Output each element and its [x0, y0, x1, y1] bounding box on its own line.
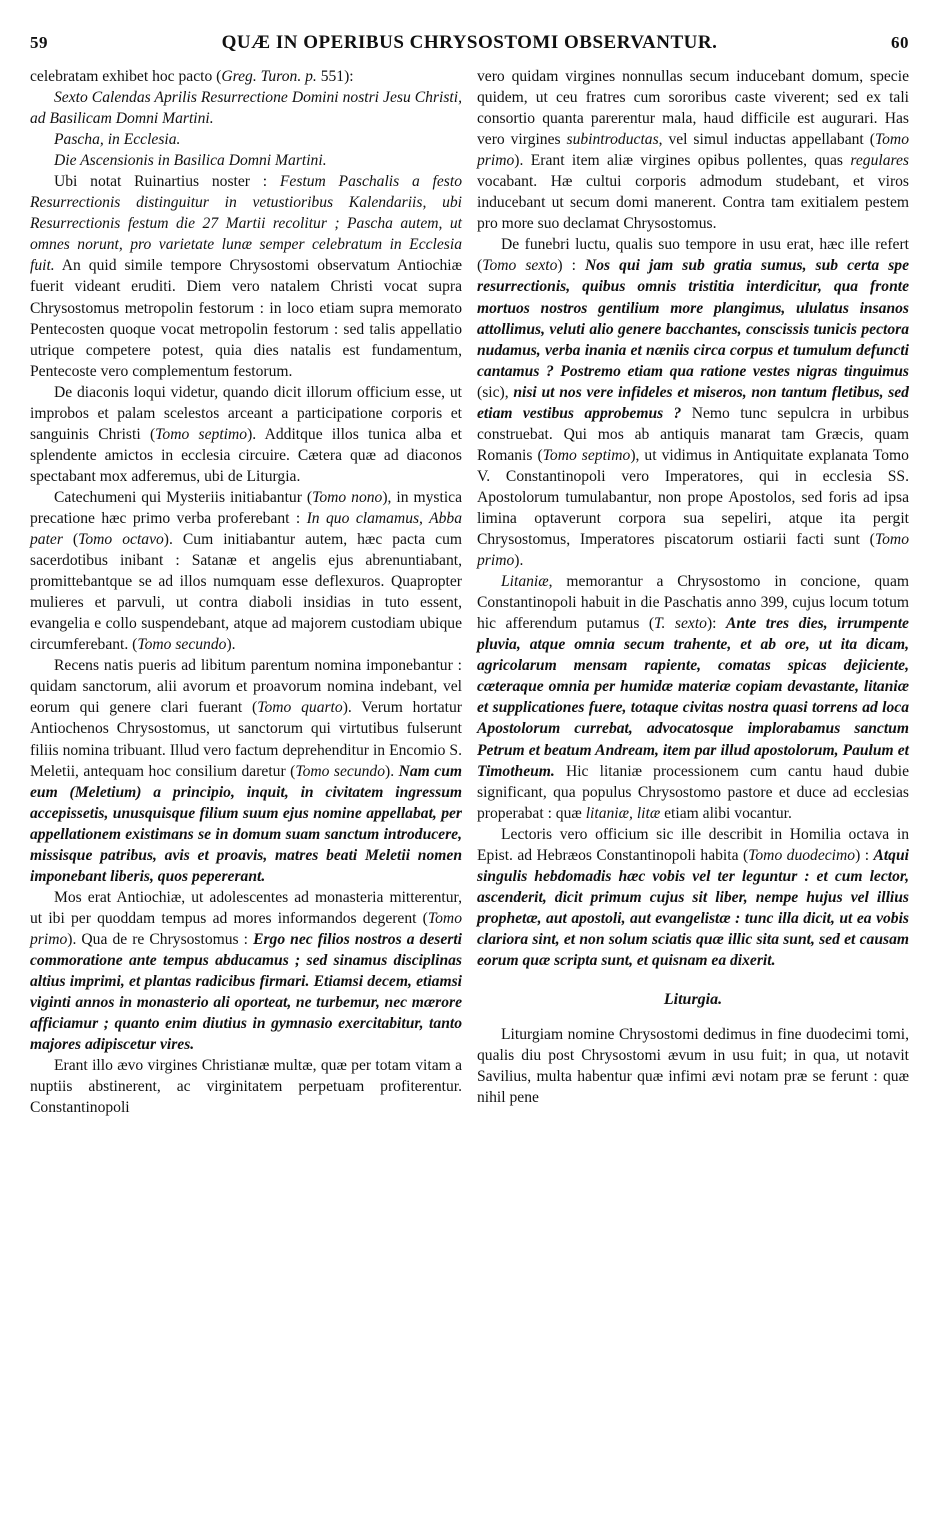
section-heading: Liturgia.	[663, 991, 723, 1009]
left-page-number: 59	[30, 33, 48, 52]
paragraph: Catechumeni qui Mysteriis initiabantur (Tomo nono), in mystica precatione hæc primo verba proferebant : In quo clamamus, Abba pater (Tomo octavo). Cum initiabantur autem, hæc pacta cum sacerdotibus inibant : Satanæ et angelis ejus abrenuntiabant, promittebantque se ad illos numquam esse deflexuros. Quapropter mulieres et parvuli, ut contra diaboli insidias in tuto essent, evangelia e collo suspendebant, atque ad majorem custodiam ubique circumferebant. (Tomo secundo).	[30, 488, 463, 654]
paragraph: De funebri luctu, qualis suo tempore in usu erat, hæc ille refert (Tomo sexto) : Nos qui jam sub gratia sumus, sub certa spe resurrectionis, quibus omnis tristitia interdicitur, qua fronte mortuos nostros gentilium more plangimus, ululatus insanos attollimus, veluti alio genere bacchantes, conscissis tunicis pectora nudamus, verba inania et næniis circa corpus et tumulum defuncti cantamus ? Postremo etiam qua ratione vestes nigras tinguimus (sic), nisi ut nos vere infideles et miseros, non tantum fletibus, sed etiam vestibus approbemus ? Nemo tunc sepulcra in urbibus construebat. Qui mos ab antiquis manarat tam Græcis, quam Romanis (Tomo septimo), ut vidimus in Antiquitate explanata Tomo V. Constantinopoli vero Imperatores, qui in ecclesia SS. Apostolorum tumulabantur, non prope Apostolos, sed foris ad ipsa limina optaverunt corpora sua sepeliri, atque ita pergit Chrysostomus, Imperatores piscatorum ostiarii facti sunt (Tomo primo).	[477, 236, 909, 570]
paragraph: Lectoris vero officium sic ille describit in Homilia octava in Epist. ad Hebræos Constantinopoli habita (Tomo duodecimo) : Atqui singulis hebdomadis hæc vobis vel ter leguntur : et cum lector, ascenderit, dicit primum cujus sit liber, nempe hujus vel illius prophetæ, aut apostoli, aut evangelistæ : tunc illa dicit, ut ea vobis clariora sint, et non solum sciatis quæ illic sita sunt, sed et causam eorum quæ scripta sunt, et quisnam ea dixerit.	[477, 825, 909, 969]
paragraph: Litaniæ, memorantur a Chrysostomo in concione, quam Constantinopoli habuit in die Paschatis anno 399, cujus locum totum hic afferendum putamus (T. sexto): Ante tres dies, irrumpente pluvia, atque omnia secum trahente, et ab ore, ut ita dicam, agricolarum mensam rapiente, comatas spicas dejiciente, cæteraque omnia per humidæ materiæ copiam devastante, litaniæ et supplicationes fuere, totaque civitas nostra quasi torrens ad loca Apostolorum currebat, advocatosque implorabamus sanctum Petrum et beatum Andream, item par illud apostolorum, Paulum et Timotheum. Hic litaniæ processionem cum cantu haud dubie significant, qua populus Chrysostomo pastore et duce ad ecclesias properabat : quæ litaniæ, litæ etiam alibi vocantur.	[477, 573, 909, 822]
paragraph: Ubi notat Ruinartius noster : Festum Paschalis a festo Resurrectionis distinguitur in vetustioribus Kalendariis, ubi Resurrectionis festum die 27 Martii recolitur ; Pascha autem, ut omnes norunt, pro varietate lunæ semper celebratum in Ecclesia fuit. An quid simile tempore Chrysostomi observatum Antiochiæ fuerit videant eruditi. Diem vero natalem Christi vocat supra Chrysostomus metropolin festorum : in loco etiam supra memorato Pentecosten quoque vocat metropolin festorum : sed talis appellatio utrique competere potest, quia dies natalis est fundamentum, Pentecoste vero complementum festorum.	[30, 173, 462, 380]
running-header	[30, 32, 909, 62]
right-column	[477, 66, 909, 1118]
paragraph: Mos erat Antiochiæ, ut adolescentes ad monasteria mitterentur, ut ibi per quoddam tempus ad mores informandos degerent (Tomo primo). Qua de re Chrysostomus : Ergo nec filios nostros a deserti commoratione ante tempus abducamus ; sed sinamus disciplinas altius imprimi, et plantas radicibus firmari. Etiamsi decem, etiamsi viginti annos in monasterio ali oporteat, ne turbemur, nec mærore afficiamur ; quanto enim diutius in gymnasio exercitabitur, tanto majores adipiscetur vires.	[30, 888, 462, 1054]
paragraph: celebratam exhibet hoc pacto (Greg. Turon. p. 551):	[30, 68, 354, 85]
paragraph: Liturgiam nomine Chrysostomi dedimus in fine duodecimi tomi, qualis diu post Chrysostomi ævum in usu fuit; in qua, ut notavit Savilius, multa habentur quæ infimi ævi notam præ se ferunt : quæ nihil pene	[477, 1026, 909, 1107]
left-column	[30, 66, 462, 1118]
quote-line: Sexto Calendas Aprilis Resurrectione Domini nostri Jesu Christi, ad Basilicam Domni Martini.	[30, 89, 462, 128]
paragraph: vero quidam virgines nonnullas secum inducebant domum, specie quidem, ut ceu fratres cum sororibus caste viverent; sed ex tali consortio quanta parerentur mala, haud difficile est augurari. Has vero virgines subintroductas, vel simul inductas appellabant (Tomo primo). Erant item aliæ virgines opibus pollentes, quas regulares vocabant. Hæ cultui corporis admodum studebant, et viros inducebant ut secum domi manerent. Contra tam exitialem pestem pro more suo declamat Chrysostomus.	[477, 68, 909, 233]
right-page-number: 60	[890, 33, 909, 52]
running-title: QUÆ IN OPERIBUS CHRYSOSTOMI OBSERVANTUR.	[221, 32, 718, 53]
two-column-body	[30, 66, 909, 1118]
quote-line: Die Ascensionis in Basilica Domni Martini.	[54, 152, 327, 170]
quote-line: Pascha, in Ecclesia.	[54, 131, 181, 149]
paragraph: Recens natis pueris ad libitum parentum nomina imponebantur : quidam sanctorum, alii avorum et proavorum nomina indebant, vel eorum qui genere clari fuerant (Tomo quarto). Verum hortatur Antiochenos Chrysostomus, ut sanctorum qui virtutibus fulserunt filiis nomina tribuant. Illud vero factum deprehenditur in Encomio S. Meletii, antequam hoc consilium daretur (Tomo secundo). Nam cum eum (Meletium) a principio, inquit, in civitatem ingressum accepissetis, unusquisque filium suum ejus nomine appellabat, per appellationem existimans se in domum suam sanctum introducere, missisque patribus, avis et proavis, matres beati Meletii nomen imponebant liberis, quos pepererant.	[30, 657, 463, 885]
paragraph: Erant illo ævo virgines Christianæ multæ, quæ per totam vitam a nuptiis abstinerent, ac virginitatem perpetuam profiterentur. Constantinopoli	[30, 1057, 462, 1117]
paragraph: De diaconis loqui videtur, quando dicit illorum officium esse, ut improbos et palam scelestos arceant a participatione corporis et sanguinis Christi (Tomo septimo). Additque illos tunica alba et splendente amictos in ecclesia circuire. Cætera quæ ad diaconos spectabant mox adferemus, ubi de Liturgia.	[30, 383, 462, 485]
